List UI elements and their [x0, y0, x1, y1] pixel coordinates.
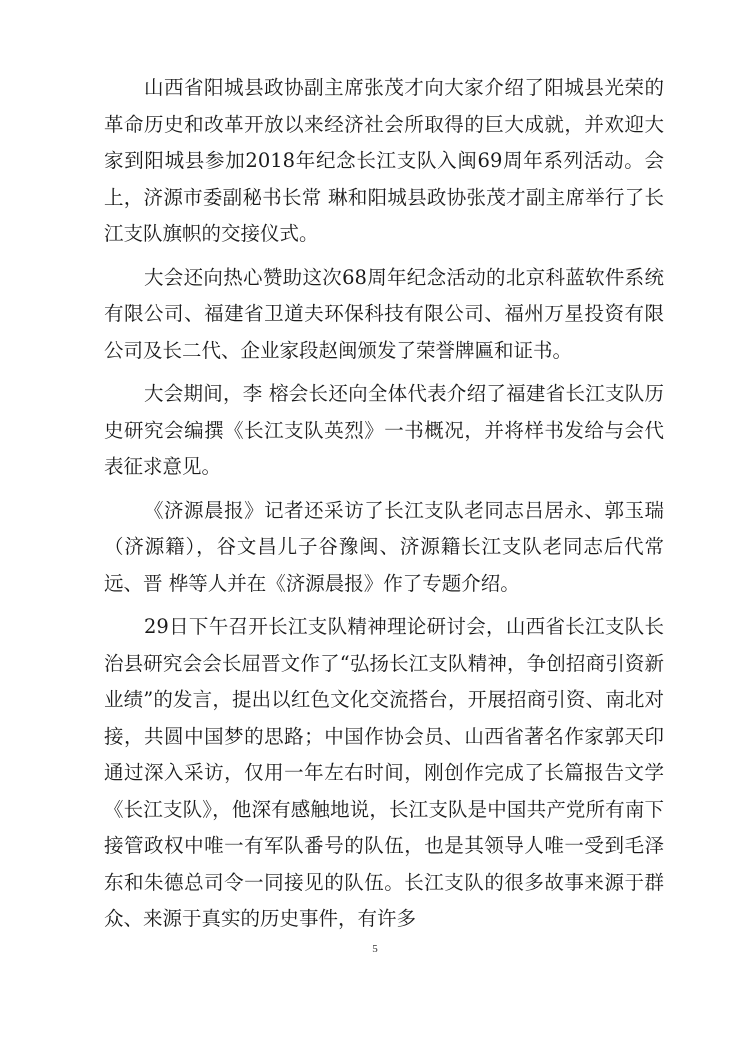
paragraph-yangcheng-intro: 山西省阳城县政协副主席张茂才向大家介绍了阳城县光荣的革命历史和改革开放以来经济社会所取得的巨大成就，并欢迎大家到阳城县参加2018年纪念长江支队入闽69周年系列活动。会上，济源市委副秘书长常 琳和阳城县政协张茂才副主席举行了长江支队旗帜的交接仪式。 — [104, 76, 664, 245]
page-number: 5 — [372, 943, 378, 955]
paragraph-book-introduction: 大会期间，李 榕会长还向全体代表介绍了福建省长江支队历史研究会编撰《长江支队英烈》一书概况，并将样书发给与会代表征求意见。 — [104, 382, 664, 478]
paragraph-newspaper-interviews: 《济源晨报》记者还采访了长江支队老同志吕居永、郭玉瑞（济源籍），谷文昌儿子谷豫闽、济源籍长江支队老同志后代常 远、晋 桦等人并在《济源晨报》作了专题介绍。 — [104, 498, 664, 595]
paragraph-sponsors-awards: 大会还向热心赞助这次68周年纪念活动的北京科蓝软件系统有限公司、福建省卫道夫环保科技有限公司、福州万星投资有限公司及长二代、企业家段赵闽颁发了荣誉牌匾和证书。 — [104, 265, 664, 362]
paragraph-seminar: 29日下午召开长江支队精神理论研讨会，山西省长江支队长治县研究会会长屈晋文作了“弘扬长江支队精神，争创招商引资新业绩”的发言，提出以红色文化交流搭台，开展招商引资、南北对接，共圆中国梦的思路；中国作协会员、山西省著名作家郭天印通过深入采访，仅用一年左右时间，刚创作完成了长篇报告文学《长江支队》，他深有感触地说，长江支队是中国共产党所有南下接管政权中唯一有军队番号的队伍，也是其领导人唯一受到毛泽东和朱德总司令一同接见的队伍。长江支队的很多故事来源于群众、来源于真实的历史事件，有许多 — [104, 615, 664, 930]
body-text — [104, 70, 664, 945]
